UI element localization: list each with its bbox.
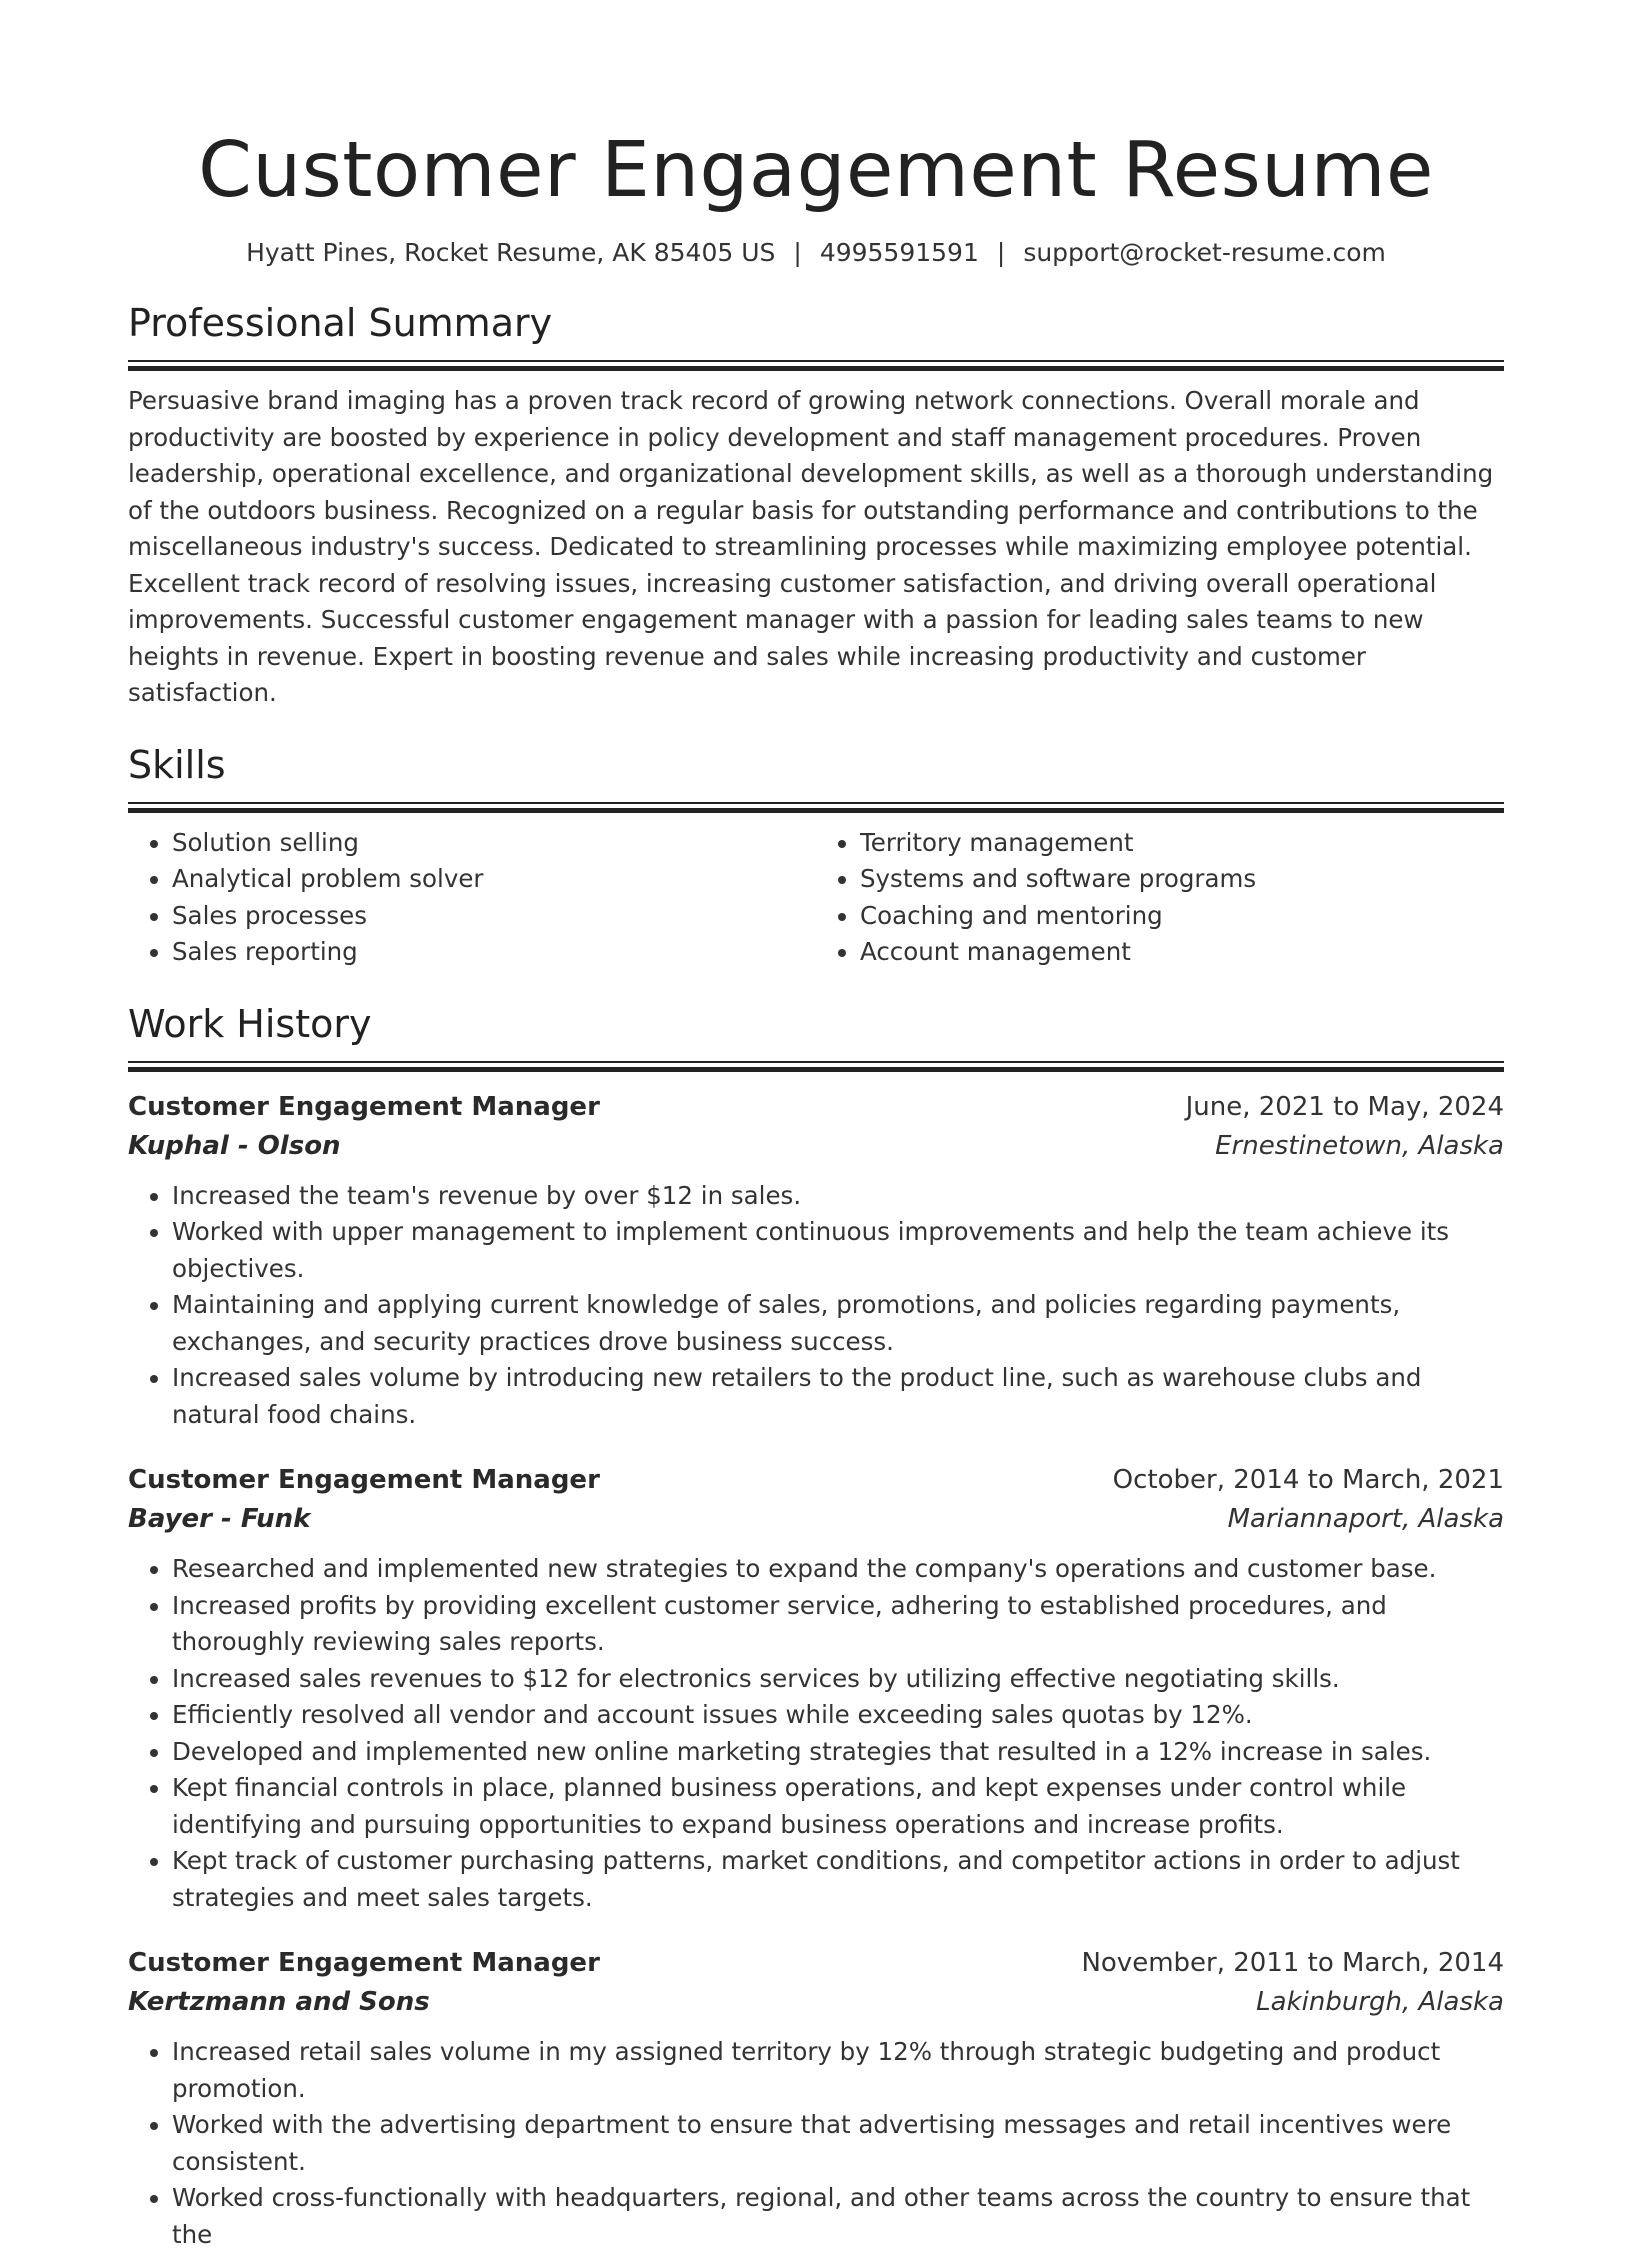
summary-text: Persuasive brand imaging has a proven track record of growing network connections. Overall morale and productivity are boosted by experience in policy development and staff management procedures. Proven leadership, operational excellence, and organizational development skills, as well as a thorough understanding of the outdoors business. Recognized on a regular basis for outstanding performance and contributions to the miscellaneous industry's success. Dedicated to streamlining processes while maximizing employee potential. Excellent track record of resolving issues, increasing customer satisfaction, and driving overall operational improvements. Successful customer engagement manager with a passion for leading sales teams to new heights in revenue. Expert in boosting revenue and sales while increasing productivity and customer satisfaction. xyxy=(128,383,1504,712)
job-title: Customer Engagement Manager xyxy=(128,1944,600,1983)
job-location: Ernestinetown, Alaska xyxy=(1215,1127,1504,1166)
skill-item: • Solution selling xyxy=(172,825,816,862)
job-location: Mariannaport, Alaska xyxy=(1228,1500,1504,1539)
job-bullets xyxy=(128,2034,1504,2253)
job-company-row xyxy=(128,1500,1504,1539)
job-title: Customer Engagement Manager xyxy=(128,1461,600,1500)
section-divider xyxy=(128,802,1504,813)
job-bullet: • Increased the team's revenue by over $12 in sales. xyxy=(172,1178,1504,1215)
summary-heading: Professional Summary xyxy=(128,300,1504,346)
job-company: Bayer - Funk xyxy=(128,1500,310,1539)
job-entry xyxy=(128,1088,1504,1434)
job-bullet: • Increased sales volume by introducing new retailers to the product line, such as warehouse clubs and natural food chains. xyxy=(172,1360,1504,1433)
work-history-heading: Work History xyxy=(128,1001,1504,1047)
section-divider xyxy=(128,360,1504,371)
summary-section xyxy=(128,300,1504,712)
job-bullet: • Worked with the advertising department to ensure that advertising messages and retail incentives were consistent. xyxy=(172,2107,1504,2180)
job-company-row xyxy=(128,1127,1504,1166)
job-company: Kertzmann and Sons xyxy=(128,1983,430,2022)
contact-phone: 4995591591 xyxy=(820,238,979,267)
job-bullet: • Increased retail sales volume in my assigned territory by 12% through strategic budgeting and product promotion. xyxy=(172,2034,1504,2107)
job-bullet: • Worked cross-functionally with headquarters, regional, and other teams across the country to ensure that the xyxy=(172,2180,1504,2253)
skill-item: • Sales reporting xyxy=(172,934,816,971)
resume-title: Customer Engagement Resume xyxy=(128,124,1504,218)
job-bullet: • Increased profits by providing excellent customer service, adhering to established procedures, and thoroughly reviewing sales reports. xyxy=(172,1588,1504,1661)
skill-item: • Account management xyxy=(860,934,1504,971)
job-bullet: • Kept track of customer purchasing patterns, market conditions, and competitor actions in order to adjust strategies and meet sales targets. xyxy=(172,1843,1504,1916)
job-dates: November, 2011 to March, 2014 xyxy=(1081,1944,1504,1983)
contact-email: support@rocket-resume.com xyxy=(1023,238,1386,267)
contact-separator: | xyxy=(997,236,1005,270)
skills-section xyxy=(128,742,1504,971)
job-bullets xyxy=(128,1178,1504,1434)
job-bullet: • Kept financial controls in place, planned business operations, and kept expenses under control while identifying and pursuing opportunities to expand business operations and increase profits. xyxy=(172,1770,1504,1843)
job-dates: October, 2014 to March, 2021 xyxy=(1113,1461,1504,1500)
job-bullets xyxy=(128,1551,1504,1916)
contact-separator: | xyxy=(793,236,801,270)
job-entry xyxy=(128,1461,1504,1916)
skill-item: • Territory management xyxy=(860,825,1504,862)
skill-item: • Sales processes xyxy=(172,898,816,935)
skills-heading: Skills xyxy=(128,742,1504,788)
job-bullet: • Increased sales revenues to $12 for electronics services by utilizing effective negotiating skills. xyxy=(172,1661,1504,1698)
job-bullet: • Worked with upper management to implement continuous improvements and help the team achieve its objectives. xyxy=(172,1214,1504,1287)
skill-item: • Coaching and mentoring xyxy=(860,898,1504,935)
job-header-row xyxy=(128,1944,1504,1983)
job-header-row xyxy=(128,1088,1504,1127)
job-company: Kuphal - Olson xyxy=(128,1127,341,1166)
job-title: Customer Engagement Manager xyxy=(128,1088,600,1127)
contact-line xyxy=(128,236,1504,270)
job-dates: June, 2021 to May, 2024 xyxy=(1186,1088,1504,1127)
skill-item: • Analytical problem solver xyxy=(172,861,816,898)
job-location: Lakinburgh, Alaska xyxy=(1256,1983,1504,2022)
work-history-section xyxy=(128,1001,1504,2253)
job-bullet: • Maintaining and applying current knowledge of sales, promotions, and policies regarding payments, exchanges, and security practices drove business success. xyxy=(172,1287,1504,1360)
skill-item: • Systems and software programs xyxy=(860,861,1504,898)
contact-address: Hyatt Pines, Rocket Resume, AK 85405 US xyxy=(246,238,775,267)
job-header-row xyxy=(128,1461,1504,1500)
resume-page xyxy=(128,0,1504,2253)
job-bullet: • Developed and implemented new online marketing strategies that resulted in a 12% increase in sales. xyxy=(172,1734,1504,1771)
job-bullet: • Researched and implemented new strategies to expand the company's operations and customer base. xyxy=(172,1551,1504,1588)
job-entry xyxy=(128,1944,1504,2253)
skills-list-left xyxy=(128,825,816,971)
job-bullet: • Efficiently resolved all vendor and account issues while exceeding sales quotas by 12%. xyxy=(172,1697,1504,1734)
section-divider xyxy=(128,1061,1504,1072)
job-company-row xyxy=(128,1983,1504,2022)
skills-list-right xyxy=(816,825,1504,971)
skills-columns xyxy=(128,825,1504,971)
